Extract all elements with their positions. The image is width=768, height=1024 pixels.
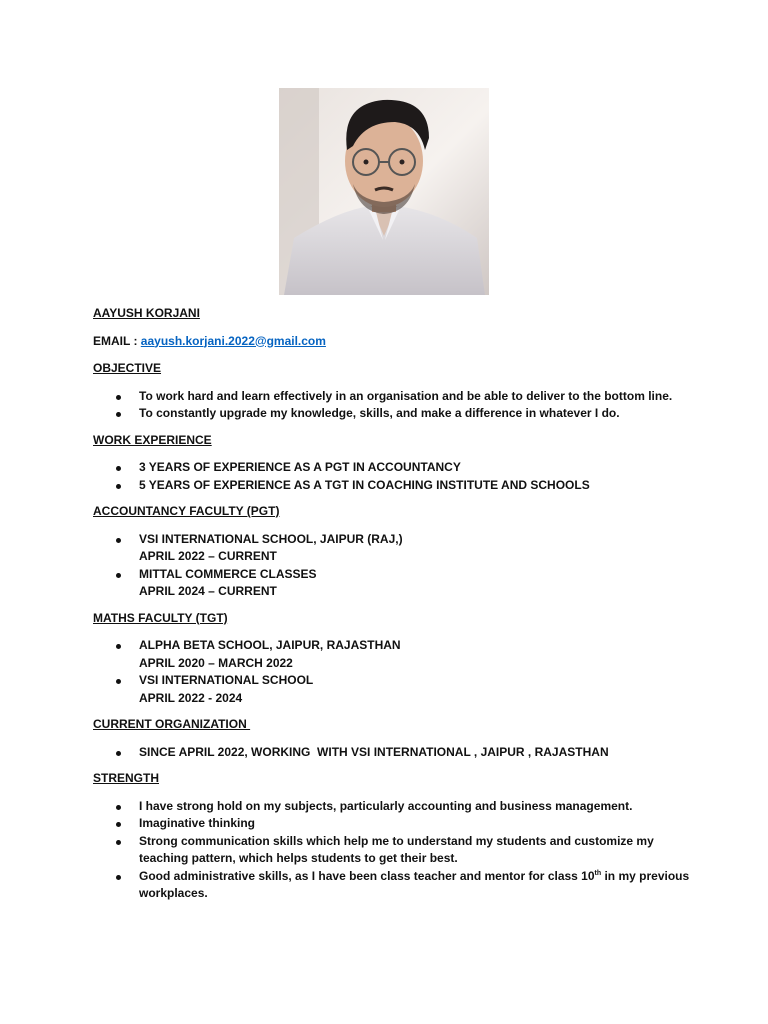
objective-list [93, 388, 693, 423]
list-item: Imaginative thinking [93, 815, 693, 833]
email-label: EMAIL : [93, 333, 138, 348]
strength-heading: STRENGTH [93, 771, 159, 785]
accountancy-faculty-heading: ACCOUNTANCY FACULTY (PGT) [93, 504, 280, 518]
list-item: Strong communication skills which help me to understand my students and customize my teaching pattern, which helps students to get their best. [93, 833, 693, 868]
list-item: I have strong hold on my subjects, particularly accounting and business management. [93, 798, 693, 816]
accountancy-faculty-list [93, 531, 693, 601]
bullet-icon [116, 412, 121, 417]
list-item: Good administrative skills, as I have been class teacher and mentor for class 10th in my previous workplaces. [93, 868, 693, 903]
list-item: To constantly upgrade my knowledge, skills, and make a difference in whatever I do. [93, 405, 693, 423]
maths-faculty-list [93, 637, 693, 707]
bullet-icon [116, 573, 121, 578]
list-item: MITTAL COMMERCE CLASSES APRIL 2024 – CURRENT [93, 566, 693, 601]
bullet-icon [116, 840, 121, 845]
email-line [93, 333, 693, 351]
list-item: VSI INTERNATIONAL SCHOOL APRIL 2022 - 2024 [93, 672, 693, 707]
bullet-icon [116, 484, 121, 489]
strength-list [93, 798, 693, 903]
current-organization-heading: CURRENT ORGANIZATION [93, 717, 251, 731]
bullet-icon [116, 395, 121, 400]
list-item: VSI INTERNATIONAL SCHOOL, JAIPUR (RAJ,) APRIL 2022 – CURRENT [93, 531, 693, 566]
maths-faculty-heading: MATHS FACULTY (TGT) [93, 610, 228, 625]
bullet-icon [116, 679, 121, 684]
bullet-icon [116, 466, 121, 471]
email-link[interactable]: aayush.korjani.2022@gmail.com [140, 333, 326, 348]
bullet-icon [116, 751, 121, 756]
list-item: 5 YEARS OF EXPERIENCE AS A TGT IN COACHING INSTITUTE AND SCHOOLS [93, 477, 693, 495]
bullet-icon [116, 538, 121, 543]
bullet-icon [116, 822, 121, 827]
profile-photo [279, 88, 489, 295]
objective-heading: OBJECTIVE [93, 361, 162, 375]
list-item: 3 YEARS OF EXPERIENCE AS A PGT IN ACCOUNTANCY [93, 459, 693, 477]
bullet-icon [116, 805, 121, 810]
current-organization-list [93, 744, 693, 762]
list-item: To work hard and learn effectively in an organisation and be able to deliver to the bottom line. [93, 388, 693, 406]
bullet-icon [116, 644, 121, 649]
list-item: SINCE APRIL 2022, WORKING WITH VSI INTERNATIONAL , JAIPUR , RAJASTHAN [93, 744, 693, 762]
candidate-name: AAYUSH KORJANI [93, 306, 200, 320]
bullet-icon [116, 875, 121, 880]
work-experience-list [93, 459, 693, 494]
list-item: ALPHA BETA SCHOOL, JAIPUR, RAJASTHAN APRIL 2020 – MARCH 2022 [93, 637, 693, 672]
work-experience-heading: WORK EXPERIENCE [93, 432, 212, 447]
resume-body [93, 305, 693, 903]
